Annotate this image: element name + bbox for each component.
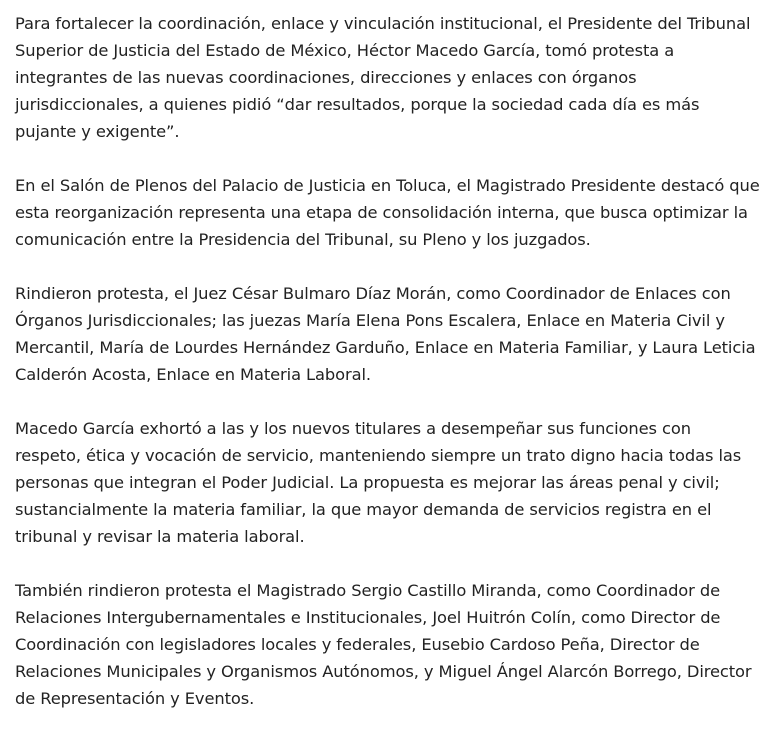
- article-paragraph-2: En el Salón de Plenos del Palacio de Justicia en Toluca, el Magistrado Presidente destacó que esta reorganización representa una etapa de consolidación interna, que busca optimizar la comunicación entre la Presidencia del Tribunal, su Pleno y los juzgados.: [15, 176, 760, 249]
- article-paragraph-5: También rindieron protesta el Magistrado Sergio Castillo Miranda, como Coordinador de Relaciones Intergubernamentales e Institucionales, Joel Huitrón Colín, como Director de Coordinación con legisladores locales y federales, Eusebio Cardoso Peña, Director de Relaciones Municipales y Organismos Autónomos, y Miguel Ángel Alarcón Borrego, Director de Representación y Eventos.: [15, 581, 752, 708]
- article-paragraph-4: Macedo García exhortó a las y los nuevos titulares a desempeñar sus funciones con respeto, ética y vocación de servicio, manteniendo siempre un trato digno hacia todas las personas que integran el Poder Judicial. La propuesta es mejorar las áreas penal y civil; sustancialmente la materia familiar, la que mayor demanda de servicios registra en el tribunal y revisar la materia laboral.: [15, 419, 742, 546]
- article-paragraph-3: Rindieron protesta, el Juez César Bulmaro Díaz Morán, como Coordinador de Enlaces con Órganos Jurisdiccionales; las juezas María Elena Pons Escalera, Enlace en Materia Civil y Mercantil, María de Lourdes Hernández Garduño, Enlace en Materia Familiar, y Laura Leticia Calderón Acosta, Enlace en Materia Laboral.: [15, 284, 756, 384]
- article-paragraph-1: Para fortalecer la coordinación, enlace y vinculación institucional, el Presidente del Tribunal Superior de Justicia del Estado de México, Héctor Macedo García, tomó protesta a integrantes de las nuevas coordinaciones, direcciones y enlaces con órganos jurisdiccionales, a quienes pidió “dar resultados, porque la sociedad cada día es más pujante y exigente”.: [15, 14, 751, 141]
